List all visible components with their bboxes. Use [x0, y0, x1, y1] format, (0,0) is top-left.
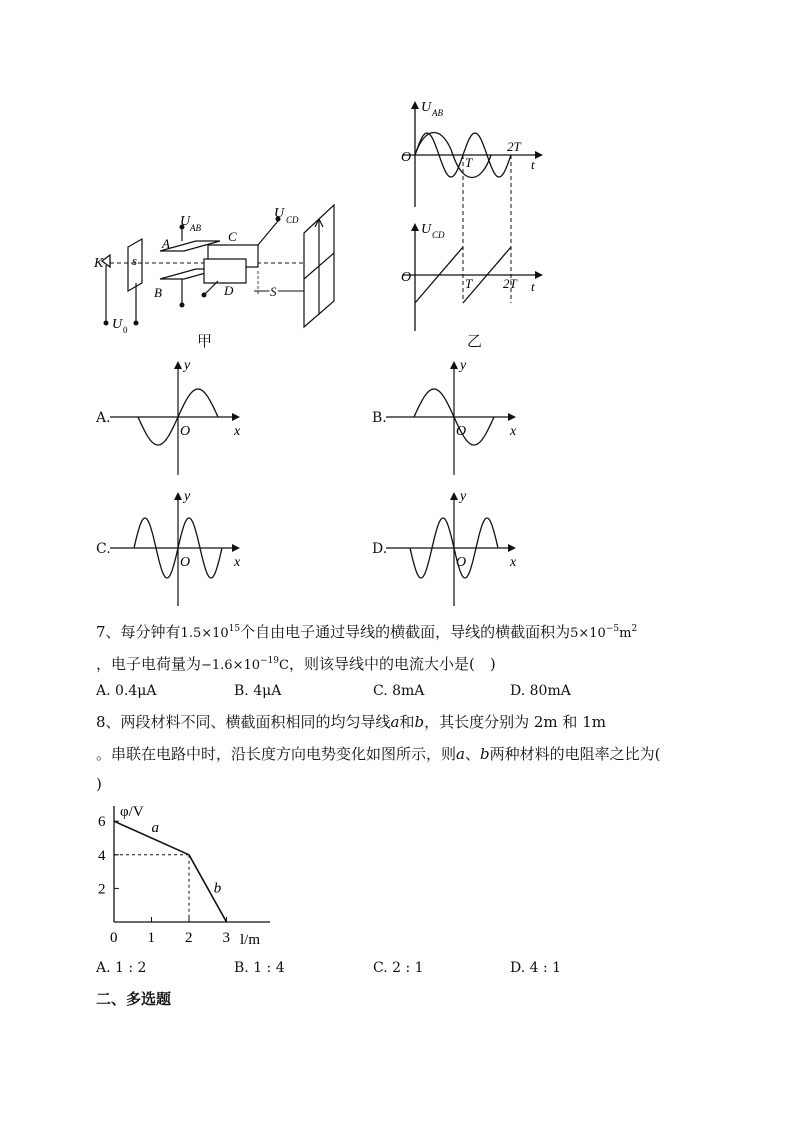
- q7-option-a[interactable]: A. 0.4μA: [96, 683, 157, 699]
- svg-text:O: O: [401, 270, 412, 285]
- series-label-b: b: [213, 880, 222, 897]
- svg-text:U: U: [421, 222, 432, 237]
- series-label-a: a: [151, 820, 159, 836]
- option-graph-c[interactable]: [110, 486, 250, 611]
- option-graph-d[interactable]: [386, 486, 526, 611]
- x-axis-label: l/m: [240, 932, 261, 948]
- y-tick-label: 4: [98, 847, 106, 864]
- svg-text:S: S: [270, 284, 277, 299]
- svg-text:O: O: [456, 424, 467, 439]
- q7-option-d[interactable]: D. 80mA: [510, 683, 571, 699]
- svg-text:0: 0: [123, 325, 128, 335]
- svg-text:A: A: [162, 236, 170, 251]
- svg-text:CD: CD: [286, 215, 299, 225]
- x-tick-label: 1: [147, 930, 155, 946]
- svg-text:O: O: [180, 424, 191, 439]
- q8-option-d[interactable]: D. 4 : 1: [510, 960, 562, 976]
- section-heading: 二、多选题: [96, 990, 172, 1008]
- x-tick-label: 2: [185, 930, 193, 946]
- q8-line2: 。串联在电路中时，沿长度方向电势变化如图所示，则a、b两种材料的电阻率之比为(: [96, 745, 661, 763]
- caption-jia: 甲: [197, 332, 213, 350]
- svg-text:t: t: [531, 157, 535, 172]
- svg-text:T: T: [465, 155, 473, 170]
- y-axis-label: φ/V: [120, 804, 144, 820]
- y-tick-label: 6: [98, 814, 106, 831]
- svg-text:CD: CD: [432, 230, 445, 240]
- svg-text:U: U: [274, 206, 285, 221]
- svg-text:y: y: [184, 489, 191, 504]
- svg-text:x: x: [510, 555, 517, 570]
- q8-line3: ): [96, 775, 102, 793]
- q8-option-c[interactable]: C. 2 : 1: [373, 960, 424, 976]
- q7-option-b[interactable]: B. 4μA: [234, 683, 282, 699]
- svg-text:y: y: [184, 358, 191, 373]
- option-graph-a-label: A.: [96, 410, 111, 426]
- svg-text:U: U: [421, 100, 432, 115]
- svg-text:U: U: [112, 317, 123, 332]
- caption-yi: 乙: [467, 332, 483, 350]
- label-k: K: [94, 256, 104, 271]
- svg-text:t: t: [531, 279, 535, 294]
- svg-text:x: x: [234, 555, 241, 570]
- svg-text:T: T: [465, 276, 473, 291]
- svg-text:AB: AB: [432, 108, 443, 118]
- q7-option-c[interactable]: C. 8mA: [373, 683, 425, 699]
- svg-text:y: y: [460, 358, 467, 373]
- svg-text:C: C: [228, 229, 237, 244]
- phi-chart: [92, 800, 282, 952]
- svg-text:x: x: [234, 424, 241, 439]
- figure-yi: [395, 95, 555, 335]
- option-graph-a[interactable]: [110, 355, 250, 480]
- q7-line2: ，电子电荷量为$-1.6\times 10^{-19}C$，则该导线中的电流大小是( ): [96, 655, 496, 673]
- svg-text:B: B: [154, 285, 162, 300]
- svg-text:D: D: [224, 283, 234, 298]
- svg-text:O: O: [180, 555, 191, 570]
- svg-text:2T: 2T: [507, 139, 521, 154]
- svg-text:O: O: [401, 150, 412, 165]
- svg-text:x: x: [510, 424, 517, 439]
- x-tick-label: 0: [110, 930, 118, 946]
- q8-option-a[interactable]: A. 1 : 2: [96, 960, 147, 976]
- svg-text:AB: AB: [190, 223, 201, 233]
- figure-jia: [90, 195, 350, 355]
- option-graph-d-label: D.: [372, 541, 388, 557]
- option-graph-c-label: C.: [96, 541, 111, 557]
- svg-text:y: y: [460, 489, 467, 504]
- q8-option-b[interactable]: B. 1 : 4: [234, 960, 285, 976]
- svg-text:U: U: [180, 214, 191, 229]
- svg-text:2T: 2T: [503, 276, 517, 291]
- q8-line1: 8、两段材料不同、横截面积相同的均匀导线a和b，其长度分别为 2m 和 1m: [96, 713, 606, 731]
- label-s: s: [132, 253, 138, 268]
- svg-text:O: O: [456, 555, 467, 570]
- q7-line1: 7、每分钟有$1.5\times 10^{15}$个自由电子通过导线的横截面，导线的横截面积为$5\times 10^{-5}m^2$: [96, 623, 638, 641]
- x-tick-label: 3: [222, 930, 230, 946]
- option-graph-b[interactable]: [386, 355, 526, 480]
- y-tick-label: 2: [98, 881, 106, 898]
- option-graph-b-label: B.: [372, 410, 387, 426]
